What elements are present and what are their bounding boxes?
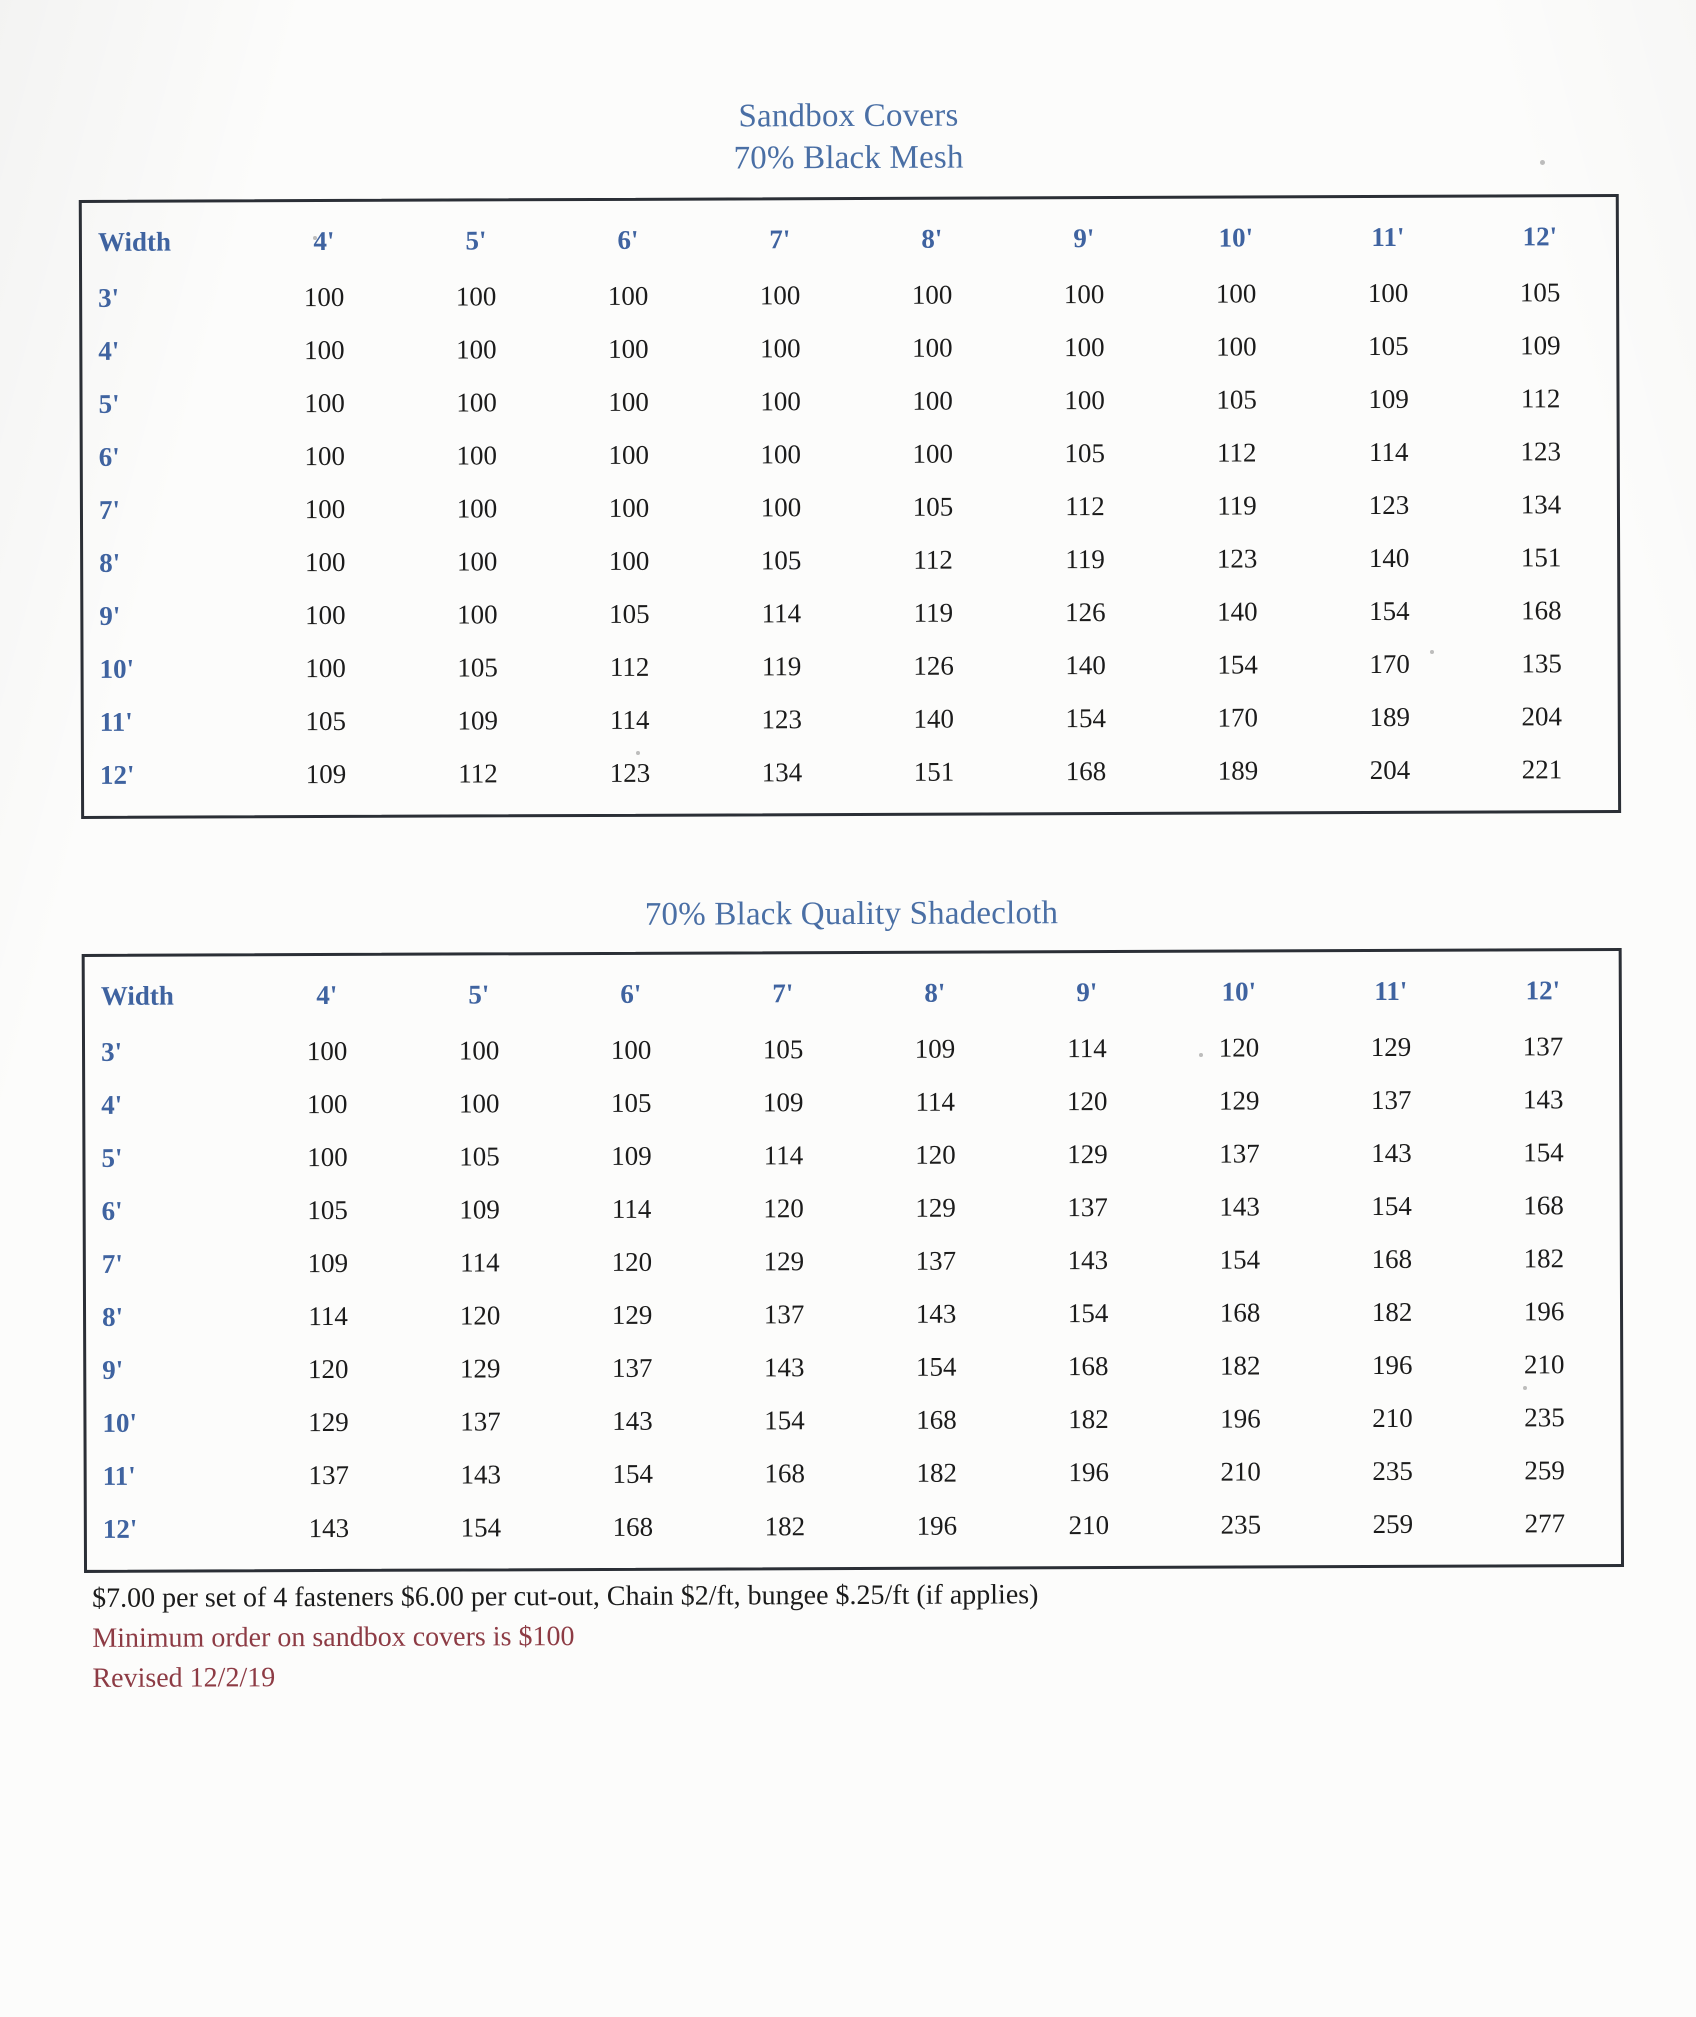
cell: 137 xyxy=(1522,1031,1564,1062)
price-table-mesh xyxy=(82,204,1618,803)
cell: 129 xyxy=(763,1246,805,1277)
cell: 210 xyxy=(1068,1510,1110,1541)
table-row xyxy=(83,479,1617,538)
cell: 168 xyxy=(764,1458,805,1489)
cell: 210 xyxy=(1372,1403,1413,1434)
cell: 112 xyxy=(1065,491,1105,522)
cell: 143 xyxy=(1067,1245,1109,1276)
cell: 105 xyxy=(457,652,498,683)
cell: 120 xyxy=(1218,1032,1260,1064)
table-row xyxy=(86,1286,1620,1345)
section-title-shadecloth: 70% Black Quality Shadecloth xyxy=(644,895,1059,934)
table-header-row xyxy=(82,204,1616,273)
cell: 134 xyxy=(761,757,803,788)
cell: 154 xyxy=(1219,1244,1261,1276)
cell: 182 xyxy=(764,1511,806,1542)
cell: 123 xyxy=(761,704,803,735)
row-header: 9' xyxy=(102,1355,124,1386)
cell: 120 xyxy=(1066,1086,1108,1117)
column-header-12ft: 12' xyxy=(1522,221,1558,252)
cell: 100 xyxy=(912,333,953,364)
column-header-11ft: 11' xyxy=(1371,222,1405,253)
cell: 120 xyxy=(307,1354,349,1385)
cell: 182 xyxy=(916,1458,957,1489)
cell: 123 xyxy=(1216,543,1258,575)
cell: 100 xyxy=(305,600,346,631)
column-header-6ft: 6' xyxy=(617,225,639,256)
cell: 137 xyxy=(611,1353,653,1384)
column-header-11ft: 11' xyxy=(1374,976,1408,1007)
table-row xyxy=(82,373,1616,432)
cell: 151 xyxy=(1520,542,1562,573)
cell: 129 xyxy=(1370,1032,1412,1063)
footer-notes xyxy=(92,1574,1624,1699)
cell: 168 xyxy=(1067,1351,1109,1382)
column-header-12ft: 12' xyxy=(1525,975,1561,1006)
table-row xyxy=(82,320,1616,379)
cell: 100 xyxy=(455,281,497,312)
cell: 235 xyxy=(1524,1402,1565,1433)
row-header: 7' xyxy=(98,495,121,526)
cell: 100 xyxy=(608,493,650,524)
cell: 134 xyxy=(1520,489,1562,520)
row-header: 8' xyxy=(101,1302,124,1333)
cell: 154 xyxy=(915,1352,957,1383)
cell: 112 xyxy=(458,758,498,789)
table-row xyxy=(85,1127,1619,1186)
cell: 100 xyxy=(1367,278,1409,309)
column-header-width: Width xyxy=(97,227,172,258)
cell: 100 xyxy=(608,387,649,418)
table-row xyxy=(86,1392,1620,1451)
cell: 196 xyxy=(1371,1350,1413,1381)
row-header: 10' xyxy=(99,654,135,685)
cell: 143 xyxy=(915,1299,957,1330)
column-header-5ft: 5' xyxy=(468,979,490,1010)
table-row xyxy=(83,585,1617,644)
cell: 100 xyxy=(457,599,498,630)
cell: 204 xyxy=(1369,755,1411,786)
cell: 100 xyxy=(760,333,801,364)
row-header: 10' xyxy=(102,1408,138,1439)
row-header: 6' xyxy=(101,1196,123,1227)
cell: 114 xyxy=(1067,1033,1107,1064)
cell: 154 xyxy=(764,1405,805,1436)
cell: 119 xyxy=(1065,544,1105,575)
cell: 114 xyxy=(308,1301,348,1332)
cell: 114 xyxy=(915,1087,956,1118)
cell: 100 xyxy=(304,547,346,578)
cell: 221 xyxy=(1521,754,1563,785)
cell: 100 xyxy=(303,282,345,313)
title-line-1: Sandbox Covers xyxy=(738,97,959,135)
cell: 109 xyxy=(1520,330,1561,361)
cell: 100 xyxy=(456,387,497,418)
cell: 100 xyxy=(456,334,497,365)
cell: 143 xyxy=(1219,1191,1260,1223)
cell: 114 xyxy=(763,1140,804,1171)
price-table-shadecloth xyxy=(85,958,1621,1557)
cell: 109 xyxy=(307,1248,349,1279)
cell: 123 xyxy=(1520,436,1562,467)
cell: 100 xyxy=(608,334,649,365)
cell: 154 xyxy=(460,1512,502,1543)
cell: 100 xyxy=(760,386,801,417)
cell: 112 xyxy=(609,652,650,683)
cell: 114 xyxy=(761,598,802,629)
cell: 143 xyxy=(612,1406,653,1437)
cell: 182 xyxy=(1371,1297,1413,1328)
cell: 196 xyxy=(1068,1457,1109,1488)
row-header: 5' xyxy=(101,1143,123,1174)
cell: 105 xyxy=(1519,277,1561,308)
cell: 196 xyxy=(1523,1296,1565,1327)
cell: 129 xyxy=(459,1353,501,1384)
cell: 105 xyxy=(609,599,650,630)
page-title xyxy=(0,92,1696,183)
column-header-width: Width xyxy=(100,981,174,1012)
table-row xyxy=(87,1498,1621,1557)
cell: 100 xyxy=(912,386,953,417)
cell: 196 xyxy=(916,1511,958,1542)
cell: 123 xyxy=(609,758,651,789)
cell: 143 xyxy=(460,1459,501,1490)
cell: 129 xyxy=(1218,1085,1260,1117)
scan-speck xyxy=(1540,160,1545,165)
cell: 140 xyxy=(1065,650,1106,681)
cell: 105 xyxy=(1368,331,1409,362)
column-header-7ft: 7' xyxy=(769,224,791,255)
cell: 105 xyxy=(912,492,954,523)
cell: 143 xyxy=(763,1352,805,1383)
cell: 182 xyxy=(1523,1243,1565,1274)
cell: 189 xyxy=(1217,755,1259,787)
cell: 259 xyxy=(1372,1509,1414,1540)
column-header-5ft: 5' xyxy=(465,225,487,256)
table-row xyxy=(83,426,1617,485)
table-row xyxy=(86,1339,1620,1398)
cell: 105 xyxy=(610,1088,652,1119)
cell: 154 xyxy=(1217,649,1258,681)
cell: 105 xyxy=(1216,384,1257,416)
row-header: 7' xyxy=(101,1249,123,1280)
cell: 143 xyxy=(308,1513,350,1544)
price-table-shadecloth-container xyxy=(82,949,1624,1574)
cell: 112 xyxy=(1216,437,1257,469)
cell: 129 xyxy=(1067,1139,1108,1170)
column-header-4ft: 4' xyxy=(316,980,338,1011)
cell: 100 xyxy=(306,1089,348,1120)
row-header: 4' xyxy=(101,1090,123,1121)
cell: 109 xyxy=(762,1087,804,1118)
scan-speck xyxy=(1199,1053,1203,1057)
cell: 189 xyxy=(1369,702,1411,733)
cell: 114 xyxy=(460,1247,500,1278)
cell: 105 xyxy=(760,545,802,576)
cell: 100 xyxy=(304,441,346,472)
cell: 120 xyxy=(763,1193,804,1224)
cell: 154 xyxy=(1065,703,1107,734)
title-line-2: 70% Black Mesh xyxy=(733,139,964,177)
cell: 100 xyxy=(456,493,498,524)
scan-speck xyxy=(1523,1386,1527,1390)
cell: 210 xyxy=(1220,1456,1261,1488)
cell: 143 xyxy=(1522,1084,1564,1115)
scan-speck xyxy=(1430,650,1434,654)
cell: 109 xyxy=(457,705,499,736)
cell: 210 xyxy=(1523,1349,1565,1380)
cell: 100 xyxy=(458,1088,500,1119)
column-header-8ft: 8' xyxy=(921,224,943,255)
footer-pricing-note: $7.00 per set of 4 fasteners $6.00 per cut-out, Chain $2/ft, bungee $.25/ft (if applies) xyxy=(92,1579,1039,1615)
cell: 154 xyxy=(1523,1137,1564,1168)
cell: 100 xyxy=(760,439,802,470)
cell: 120 xyxy=(459,1300,501,1331)
cell: 109 xyxy=(1368,384,1409,415)
cell: 112 xyxy=(1520,383,1561,414)
cell: 168 xyxy=(916,1405,957,1436)
column-header-7ft: 7' xyxy=(772,978,794,1009)
column-header-6ft: 6' xyxy=(620,979,642,1010)
cell: 170 xyxy=(1369,649,1410,680)
cell: 100 xyxy=(610,1035,652,1066)
table-row xyxy=(84,691,1618,750)
cell: 100 xyxy=(1215,278,1257,310)
cell: 135 xyxy=(1521,648,1562,679)
column-header-10ft: 10' xyxy=(1218,222,1254,254)
cell: 109 xyxy=(611,1141,652,1172)
cell: 100 xyxy=(608,440,650,471)
cell: 100 xyxy=(304,335,345,366)
row-header: 12' xyxy=(99,760,135,791)
cell: 140 xyxy=(913,704,955,735)
cell: 154 xyxy=(612,1459,653,1490)
cell: 119 xyxy=(913,598,954,629)
cell: 129 xyxy=(915,1193,956,1224)
footer-revision-date: Revised 12/2/19 xyxy=(92,1662,276,1694)
row-header: 6' xyxy=(98,442,120,473)
cell: 100 xyxy=(911,280,953,311)
cell: 137 xyxy=(1067,1192,1108,1223)
column-header-9ft: 9' xyxy=(1073,223,1095,254)
cell: 100 xyxy=(1064,385,1105,416)
table-row xyxy=(86,1180,1620,1239)
cell: 100 xyxy=(305,653,346,684)
cell: 196 xyxy=(1220,1403,1261,1435)
row-header: 8' xyxy=(99,548,121,579)
table-row xyxy=(82,267,1616,326)
cell: 112 xyxy=(913,545,953,576)
cell: 114 xyxy=(609,705,650,736)
cell: 100 xyxy=(458,1035,500,1066)
column-header-8ft: 8' xyxy=(924,978,946,1009)
cell: 105 xyxy=(762,1034,804,1065)
cell: 100 xyxy=(1216,331,1257,363)
cell: 119 xyxy=(761,651,802,682)
cell: 120 xyxy=(915,1140,956,1171)
cell: 168 xyxy=(612,1512,654,1543)
cell: 114 xyxy=(1368,437,1409,468)
column-header-9ft: 9' xyxy=(1076,977,1098,1008)
table-row xyxy=(83,638,1617,697)
cell: 100 xyxy=(912,439,954,470)
cell: 143 xyxy=(1371,1138,1412,1169)
cell: 182 xyxy=(1219,1350,1261,1382)
cell: 119 xyxy=(1217,490,1257,522)
cell: 100 xyxy=(304,388,345,419)
cell: 105 xyxy=(459,1141,500,1172)
cell: 277 xyxy=(1524,1508,1566,1539)
cell: 100 xyxy=(306,1036,348,1067)
cell: 129 xyxy=(308,1407,349,1438)
row-header: 9' xyxy=(99,601,121,632)
cell: 154 xyxy=(1371,1191,1412,1222)
cell: 140 xyxy=(1217,596,1258,628)
cell: 100 xyxy=(1063,279,1105,310)
row-header: 12' xyxy=(102,1514,138,1545)
scan-speck xyxy=(636,751,640,755)
row-header: 5' xyxy=(98,389,120,420)
cell: 168 xyxy=(1371,1244,1413,1275)
cell: 168 xyxy=(1065,756,1107,787)
cell: 137 xyxy=(1370,1085,1412,1116)
cell: 105 xyxy=(305,706,347,737)
cell: 168 xyxy=(1521,595,1562,626)
cell: 100 xyxy=(456,546,498,577)
cell: 151 xyxy=(913,757,955,788)
cell: 168 xyxy=(1219,1297,1261,1329)
cell: 100 xyxy=(456,440,498,471)
cell: 204 xyxy=(1521,701,1563,732)
cell: 129 xyxy=(611,1300,653,1331)
cell: 120 xyxy=(611,1247,653,1278)
cell: 100 xyxy=(607,281,649,312)
cell: 168 xyxy=(1523,1190,1564,1221)
cell: 259 xyxy=(1524,1455,1565,1486)
cell: 154 xyxy=(1067,1298,1109,1329)
cell: 100 xyxy=(304,494,346,525)
cell: 109 xyxy=(914,1034,956,1065)
cell: 137 xyxy=(915,1246,957,1277)
price-table-mesh-container xyxy=(79,195,1621,820)
footer-minimum-note: Minimum order on sandbox covers is $100 xyxy=(92,1621,575,1655)
cell: 137 xyxy=(1219,1138,1260,1170)
column-header-4ft: 4' xyxy=(313,226,335,257)
cell: 137 xyxy=(460,1406,501,1437)
table-row xyxy=(84,744,1618,803)
cell: 137 xyxy=(763,1299,805,1330)
cell: 140 xyxy=(1368,543,1410,574)
table-row xyxy=(86,1233,1620,1292)
table-row xyxy=(85,1074,1619,1133)
cell: 105 xyxy=(307,1195,348,1226)
scan-speck xyxy=(313,236,317,240)
row-header: 11' xyxy=(99,707,133,738)
cell: 182 xyxy=(1068,1404,1109,1435)
cell: 154 xyxy=(1369,596,1410,627)
cell: 126 xyxy=(1065,597,1106,628)
cell: 100 xyxy=(1064,332,1105,363)
cell: 100 xyxy=(307,1142,348,1173)
row-header: 11' xyxy=(102,1461,136,1492)
cell: 109 xyxy=(459,1194,500,1225)
cell: 100 xyxy=(759,280,801,311)
row-header: 3' xyxy=(100,1037,123,1068)
cell: 100 xyxy=(760,492,802,523)
cell: 109 xyxy=(305,759,347,790)
cell: 100 xyxy=(608,546,650,577)
cell: 235 xyxy=(1220,1509,1262,1541)
row-header: 3' xyxy=(98,283,120,314)
table-row xyxy=(87,1445,1621,1504)
cell: 235 xyxy=(1372,1456,1413,1487)
cell: 137 xyxy=(308,1460,349,1491)
cell: 170 xyxy=(1217,702,1259,734)
cell: 126 xyxy=(913,651,954,682)
table-header-row xyxy=(85,958,1619,1027)
row-header: 4' xyxy=(98,336,120,367)
table-row xyxy=(85,1021,1619,1080)
cell: 105 xyxy=(1064,438,1106,469)
table-row xyxy=(83,532,1617,591)
column-header-10ft: 10' xyxy=(1221,976,1257,1008)
cell: 114 xyxy=(611,1194,652,1225)
cell: 123 xyxy=(1368,490,1410,521)
